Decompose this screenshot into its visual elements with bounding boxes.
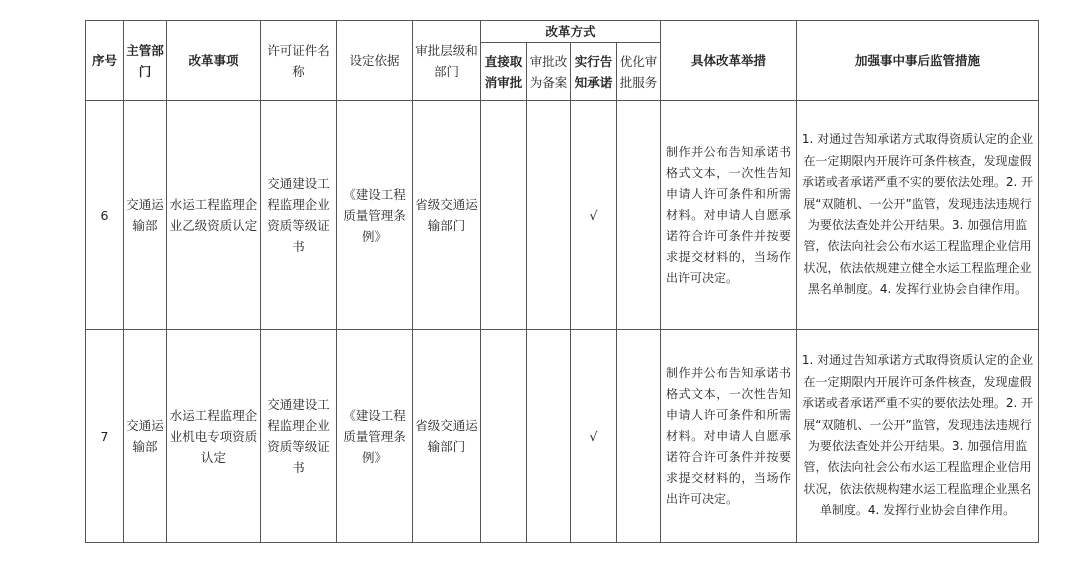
cell-dept: 交通运输部 (124, 330, 167, 543)
table-row (86, 330, 1039, 543)
header-basis: 设定依据 (337, 21, 413, 101)
cell-filing (527, 330, 571, 543)
cell-index: 6 (86, 101, 124, 330)
cell-item: 水运工程监理企业乙级资质认定 (167, 101, 261, 330)
table-row (86, 101, 1039, 330)
measures-text: 制作并公布告知承诺书格式文本，一次性告知申请人许可条件和所需材料。对申请人自愿承诺符合许可条件并按要求提交材料的，当场作出许可决定。 (666, 365, 792, 506)
header-level: 审批层级和部门 (413, 21, 481, 101)
header-filing: 审批改为备案 (527, 43, 571, 101)
cell-notify-commit-check: √ (571, 330, 617, 543)
measures-text: 制作并公布告知承诺书格式文本，一次性告知申请人许可条件和所需材料。对申请人自愿承诺符合许可条件并按要求提交材料的，当场作出许可决定。 (666, 144, 792, 285)
header-measures: 具体改革举措 (661, 21, 797, 101)
supervision-text: 1. 对通过告知承诺方式取得资质认定的企业在一定期限内开展许可条件核查，发现虚假承诺或者承诺严重不实的要依法处理。2. 开展“双随机、一公开”监管，发现违法违规行为要依法查处并公开结果。3. 加强信用监管，依法向社会公布水运工程监理企业信用状况，依法依规建立健全水运工程监理企业黑名单制度。4. 发挥行业协会自律作用。 (801, 132, 1034, 297)
header-notify-commit: 实行告知承诺 (571, 43, 617, 101)
header-item: 改革事项 (167, 21, 261, 101)
header-license: 许可证件名称 (261, 21, 337, 101)
cell-optimize (617, 101, 661, 330)
cell-license: 交通建设工程监理企业资质等级证书 (261, 330, 337, 543)
cell-level: 省级交通运输部门 (413, 101, 481, 330)
cell-license: 交通建设工程监理企业资质等级证书 (261, 101, 337, 330)
cell-filing (527, 101, 571, 330)
header-direct-cancel: 直接取消审批 (481, 43, 527, 101)
cell-level: 省级交通运输部门 (413, 330, 481, 543)
cell-basis: 《建设工程质量管理条例》 (337, 330, 413, 543)
cell-direct-cancel (481, 330, 527, 543)
reform-table (85, 20, 1039, 543)
cell-direct-cancel (481, 101, 527, 330)
cell-supervision (797, 101, 1039, 330)
cell-measures (661, 330, 797, 543)
header-row-top (86, 21, 1039, 43)
cell-supervision (797, 330, 1039, 543)
header-optimize: 优化审批服务 (617, 43, 661, 101)
header-supervision: 加强事中事后监管措施 (797, 21, 1039, 101)
supervision-text: 1. 对通过告知承诺方式取得资质认定的企业在一定期限内开展许可条件核查，发现虚假承诺或者承诺严重不实的要依法处理。2. 开展“双随机、一公开”监管，发现违法违规行为要依法查处并公开结果。3. 加强信用监管，依法向社会公布水运工程监理企业信用状况，依法依规构建水运工程监理企业黑名单制度。4. 发挥行业协会自律作用。 (801, 353, 1034, 518)
cell-index: 7 (86, 330, 124, 543)
header-dept: 主管部门 (124, 21, 167, 101)
cell-dept: 交通运输部 (124, 101, 167, 330)
header-method-group: 改革方式 (481, 21, 661, 43)
cell-basis: 《建设工程质量管理条例》 (337, 101, 413, 330)
cell-optimize (617, 330, 661, 543)
cell-measures (661, 101, 797, 330)
header-index: 序号 (86, 21, 124, 101)
cell-item: 水运工程监理企业机电专项资质认定 (167, 330, 261, 543)
cell-notify-commit-check: √ (571, 101, 617, 330)
